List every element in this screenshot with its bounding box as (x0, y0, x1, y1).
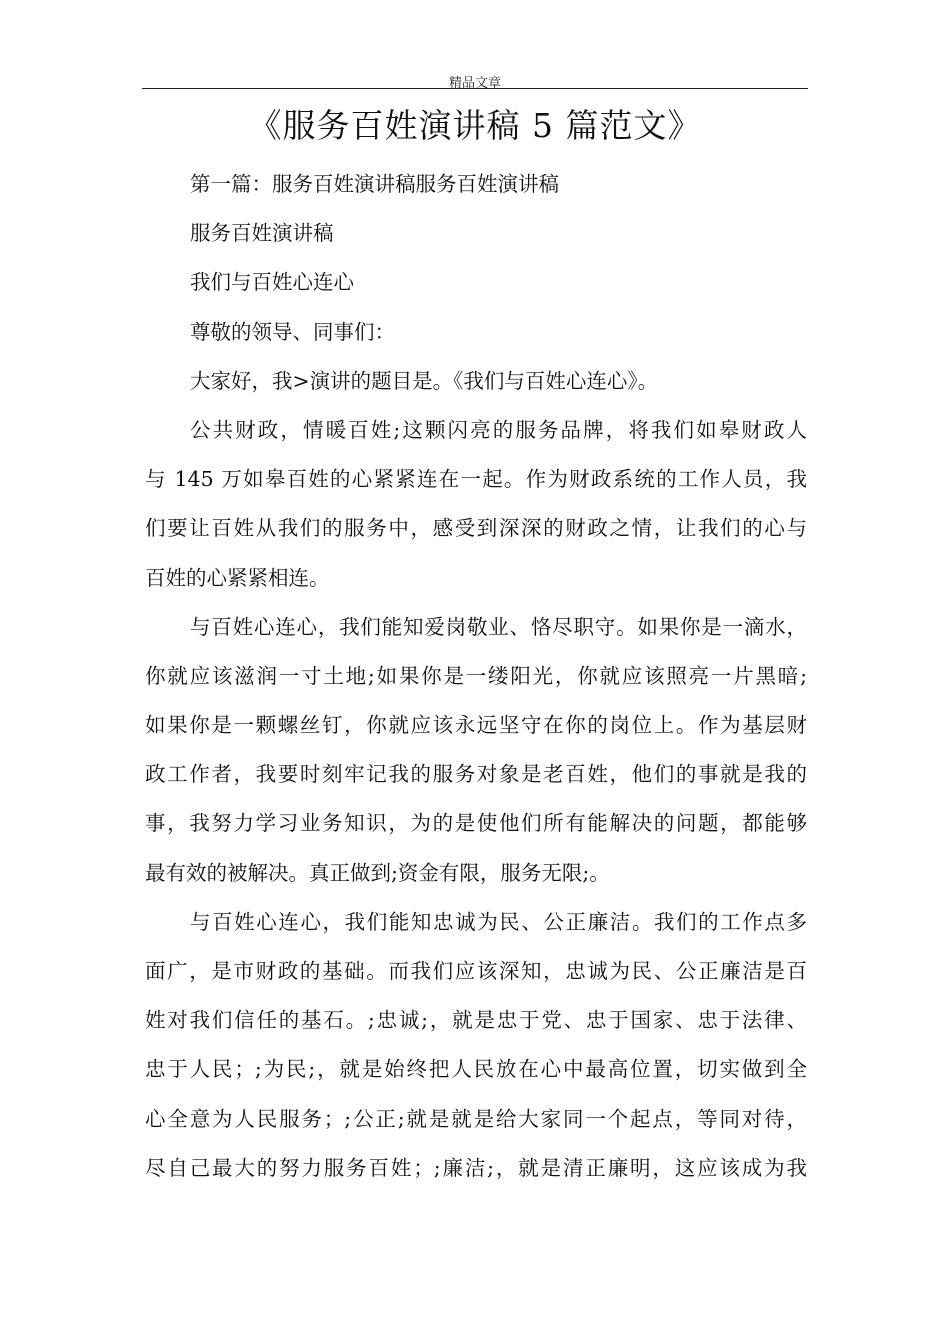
text-line: 公共财政，情暖百姓;这颗闪亮的服务品牌，将我们如皋财政人 (190, 417, 807, 442)
text-line: 第一篇：服务百姓演讲稿服务百姓演讲稿 (190, 172, 559, 196)
text-line: 如果你是一颗螺丝钉，你就应该永远坚守在你的岗位上。作为基层财 (145, 713, 807, 738)
text-line: 与 145 万如皋百姓的心紧紧连在一起。作为财政系统的工作人员，我 (145, 467, 807, 492)
header-divider (142, 88, 808, 89)
text-line: 心全意为人民服务；;公正;就是就是给大家同一个起点，等同对待， (145, 1106, 807, 1131)
text-line: 政工作者，我要时刻牢记我的服务对象是老百姓，他们的事就是我的 (145, 762, 807, 787)
text-line: 们要让百姓从我们的服务中，感受到深深的财政之情，让我们的心与 (145, 516, 807, 541)
text-line: 与百姓心连心，我们能知忠诚为民、公正廉洁。我们的工作点多 (190, 909, 807, 934)
text-line: 姓对我们信任的基石。;忠诚;，就是忠于党、忠于国家、忠于法律、 (145, 1008, 807, 1033)
text-line: 我们与百姓心连心 (190, 270, 354, 295)
text-line: 尊敬的领导、同事们： (190, 319, 395, 344)
text-line: 最有效的被解决。真正做到;资金有限，服务无限;。 (145, 860, 610, 885)
document-title: 《服务百姓演讲稿 5 篇范文》 (248, 106, 702, 145)
text-line: 忠于人民；;为民;，就是始终把人民放在心中最高位置，切实做到全 (145, 1057, 807, 1082)
text-line: 大家好，我>演讲的题目是。《我们与百姓心连心》。 (190, 368, 659, 393)
text-line: 服务百姓演讲稿 (190, 221, 334, 246)
text-line: 你就应该滋润一寸土地;如果你是一缕阳光，你就应该照亮一片黑暗; (145, 663, 807, 688)
text-line: 百姓的心紧紧相连。 (145, 565, 330, 590)
text-line: 面广，是市财政的基础。而我们应该深知，忠诚为民、公正廉洁是百 (145, 959, 807, 983)
text-line: 与百姓心连心，我们能知爱岗敬业、恪尽职守。如果你是一滴水， (190, 614, 807, 639)
text-line: 尽自己最大的努力服务百姓；;廉洁;，就是清正廉明，这应该成为我 (145, 1155, 807, 1180)
text-line: 事，我努力学习业务知识，为的是使他们所有能解决的问题，都能够 (145, 811, 807, 836)
page-header-label: 精品文章 (448, 76, 501, 91)
document-body (145, 160, 807, 1193)
